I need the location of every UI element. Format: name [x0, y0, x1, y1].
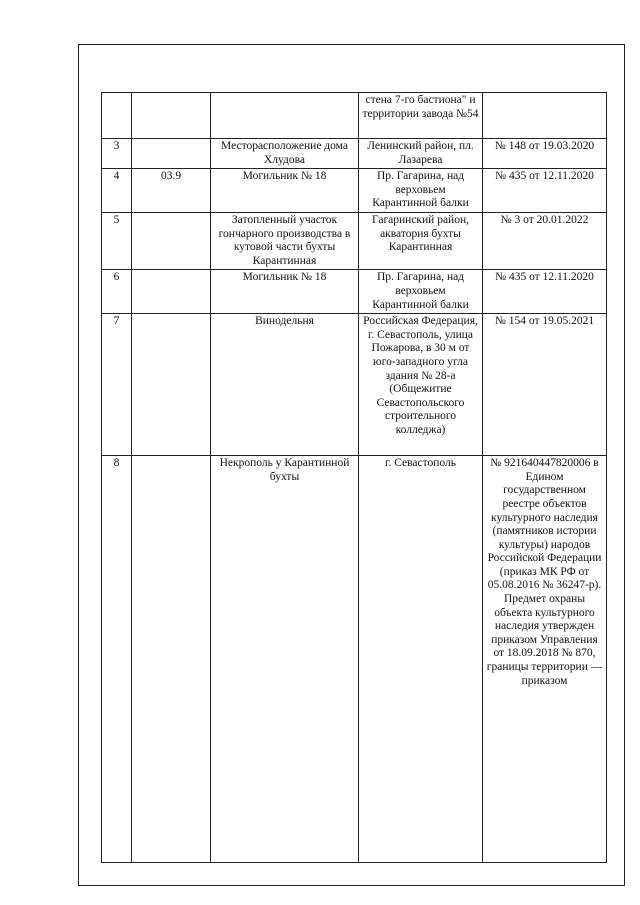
row-document: № 148 от 19.03.2020 [483, 139, 607, 169]
row-code [132, 314, 211, 456]
row-document: № 3 от 20.01.2022 [483, 212, 607, 269]
row-document: № 921640447820006 в Едином государственном реестре объектов культурного наследия (памятников истории культуры) народов Российской Федерации (приказ МК РФ от 05.08.2016 № 36247-р). Предмет охраны объекта культурного наследия утвержден приказом Управления от 18.09.2018 № 870, границы территории — приказом [483, 456, 607, 863]
row-object-name: Могильник № 18 [211, 270, 359, 314]
table-row [102, 270, 607, 314]
row-code [132, 456, 211, 863]
table-row [102, 456, 607, 863]
row-object-name [211, 93, 359, 139]
row-number: 6 [102, 270, 132, 314]
row-location: Пр. Гагарина, над верховьем Карантинной балки [359, 169, 483, 213]
table-row [102, 169, 607, 213]
row-document: № 435 от 12.11.2020 [483, 169, 607, 213]
row-object-name: Винодельня [211, 314, 359, 456]
row-object-name: Месторасположение дома Хлудова [211, 139, 359, 169]
row-number: 8 [102, 456, 132, 863]
row-code [132, 93, 211, 139]
table-row [102, 93, 607, 139]
row-object-name: Затопленный участок гончарного производства в кутовой части бухты Карантинная [211, 212, 359, 269]
row-location: стена 7-го бастиона" и территории завода №54 [359, 93, 483, 139]
row-location: Пр. Гагарина, над верховьем Карантинной балки [359, 270, 483, 314]
table-row [102, 314, 607, 456]
row-code [132, 270, 211, 314]
row-code: 03.9 [132, 169, 211, 213]
row-location: Российская Федерация, г. Севастополь, улица Пожарова, в 30 м от юго-западного угла здания № 28-а (Общежитие Севастопольского строительного колледжа) [359, 314, 483, 456]
row-object-name: Некрополь у Карантинной бухты [211, 456, 359, 863]
row-location: г. Севастополь [359, 456, 483, 863]
heritage-table [101, 92, 607, 863]
row-document: № 154 от 19.05.2021 [483, 314, 607, 456]
row-object-name: Могильник № 18 [211, 169, 359, 213]
row-document [483, 93, 607, 139]
row-location: Ленинский район, пл. Лазарева [359, 139, 483, 169]
table-row [102, 139, 607, 169]
row-location: Гагаринский район, акватория бухты Карантинная [359, 212, 483, 269]
row-document: № 435 от 12.11.2020 [483, 270, 607, 314]
row-code [132, 212, 211, 269]
row-number: 5 [102, 212, 132, 269]
row-number: 7 [102, 314, 132, 456]
table-row [102, 212, 607, 269]
row-code [132, 139, 211, 169]
row-number [102, 93, 132, 139]
row-number: 4 [102, 169, 132, 213]
row-number: 3 [102, 139, 132, 169]
